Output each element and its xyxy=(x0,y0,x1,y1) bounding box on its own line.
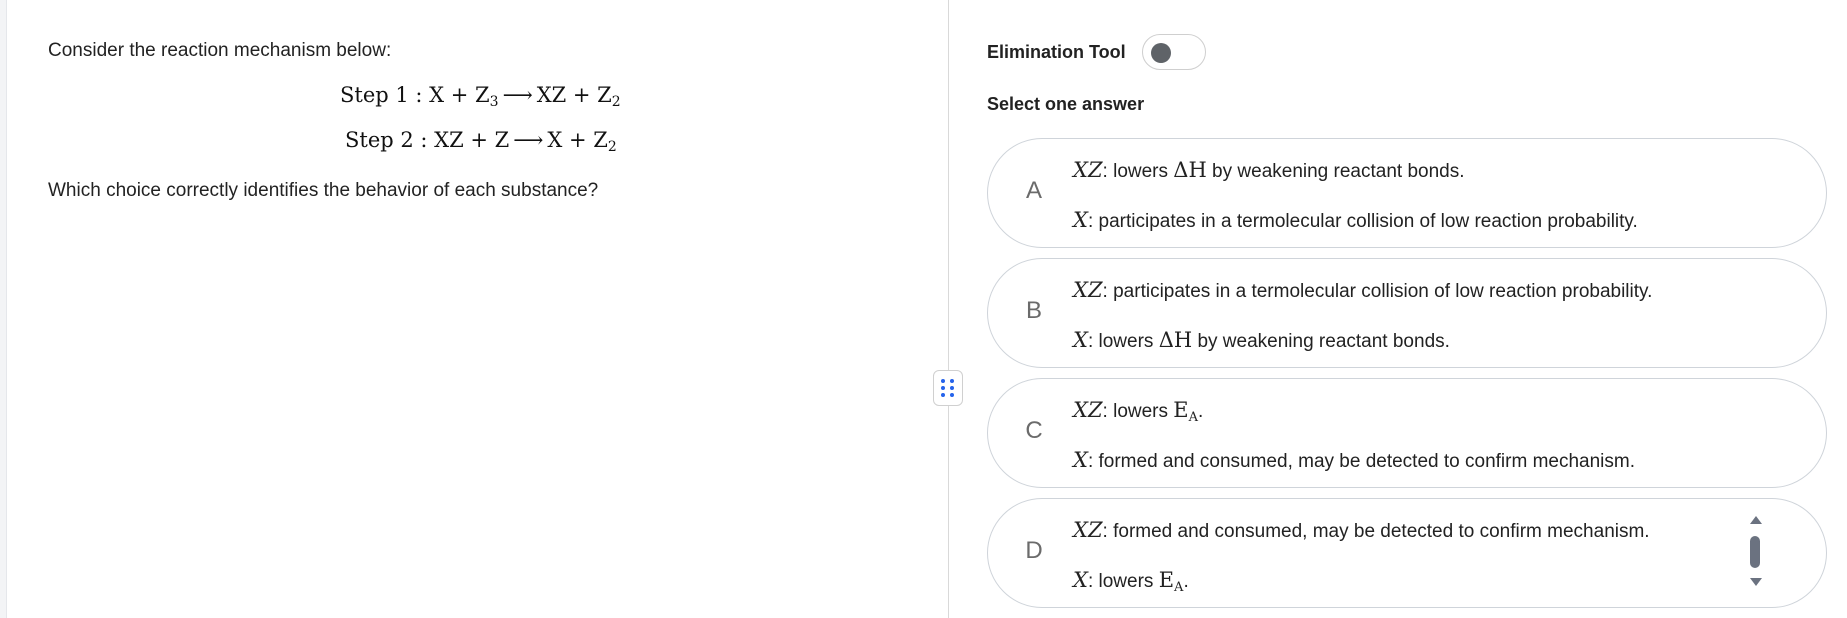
scroll-down-icon[interactable] xyxy=(1750,578,1762,586)
elimination-tool-toggle[interactable] xyxy=(1142,34,1206,70)
option-text-rest: . xyxy=(1183,571,1189,592)
option-text: : formed and consumed, may be detected to confirm mechanism. xyxy=(1102,521,1650,542)
option-b-line-2 xyxy=(1073,328,1450,353)
mechanism-step-1 xyxy=(340,83,621,110)
pane-divider xyxy=(948,0,949,618)
step-1-product-subscript: 2 xyxy=(611,94,621,110)
option-text: : formed and consumed, may be detected to confirm mechanism. xyxy=(1087,451,1635,472)
option-letter: B xyxy=(1025,297,1042,324)
option-d-line-1 xyxy=(1073,518,1650,543)
option-c-line-2 xyxy=(1073,448,1635,473)
scroll-up-icon[interactable] xyxy=(1750,516,1762,524)
toggle-knob-icon xyxy=(1151,43,1171,63)
scrollbar[interactable] xyxy=(1747,516,1763,586)
answer-option-b[interactable] xyxy=(987,258,1827,368)
answer-option-a[interactable] xyxy=(987,138,1827,248)
step-1-product: XZ + Z xyxy=(536,83,612,107)
math-variable: X xyxy=(1073,448,1088,472)
math-variable: X xyxy=(1073,328,1088,352)
option-text-rest: . xyxy=(1198,401,1204,422)
math-variable: XZ xyxy=(1073,158,1103,182)
option-text: : lowers xyxy=(1102,161,1174,182)
question-intro: Consider the reaction mechanism below: xyxy=(48,40,392,61)
step-2-product-subscript: 2 xyxy=(607,139,617,155)
option-c-line-1 xyxy=(1073,398,1203,425)
option-a-line-2 xyxy=(1073,208,1638,233)
elimination-tool-label: Elimination Tool xyxy=(987,42,1126,62)
option-a-line-1 xyxy=(1073,158,1465,183)
answer-pane xyxy=(987,0,1847,618)
math-delta-h: ΔH xyxy=(1173,158,1207,182)
option-text-rest: by weakening reactant bonds. xyxy=(1192,331,1450,352)
math-variable: XZ xyxy=(1073,518,1103,542)
drag-dots xyxy=(941,379,955,397)
option-letter: C xyxy=(1025,417,1043,444)
option-text: : participates in a termolecular collision of low reaction probability. xyxy=(1087,211,1638,232)
question-prompt: Which choice correctly identifies the behavior of each substance? xyxy=(48,180,599,201)
answer-option-c[interactable] xyxy=(987,378,1827,488)
math-activation-energy: $E_A$ xyxy=(1158,568,1184,595)
reaction-arrow-icon: ⟶ xyxy=(502,83,533,107)
step-2-product: X + Z xyxy=(547,128,608,152)
step-2-label: Step 2 : XZ + Z xyxy=(345,128,510,152)
option-letter: D xyxy=(1025,537,1043,564)
scrollbar-thumb[interactable] xyxy=(1750,536,1760,568)
drag-handle-icon[interactable] xyxy=(933,370,963,406)
math-variable: X xyxy=(1073,208,1088,232)
step-1-reactant-subscript: 3 xyxy=(489,94,499,110)
math-variable: XZ xyxy=(1073,278,1103,302)
reaction-arrow-icon: ⟶ xyxy=(513,128,544,152)
option-b-line-1 xyxy=(1073,278,1652,303)
option-d-line-2 xyxy=(1073,568,1189,595)
math-activation-energy: $E_A$ xyxy=(1173,398,1199,425)
math-variable: X xyxy=(1073,568,1088,592)
math-delta-h: ΔH xyxy=(1158,328,1193,352)
mechanism-step-2 xyxy=(345,128,617,155)
answer-option-d[interactable] xyxy=(987,498,1827,608)
select-one-answer-label: Select one answer xyxy=(987,94,1145,114)
option-letter: A xyxy=(1025,177,1042,204)
option-text: : lowers xyxy=(1087,571,1159,592)
step-1-label: Step 1 : X + Z xyxy=(340,83,490,107)
option-text: : lowers xyxy=(1102,401,1174,422)
option-text-rest: by weakening reactant bonds. xyxy=(1206,161,1465,182)
option-text: : lowers xyxy=(1087,331,1159,352)
option-text: : participates in a termolecular collision of low reaction probability. xyxy=(1102,281,1653,302)
math-variable: XZ xyxy=(1073,398,1103,422)
